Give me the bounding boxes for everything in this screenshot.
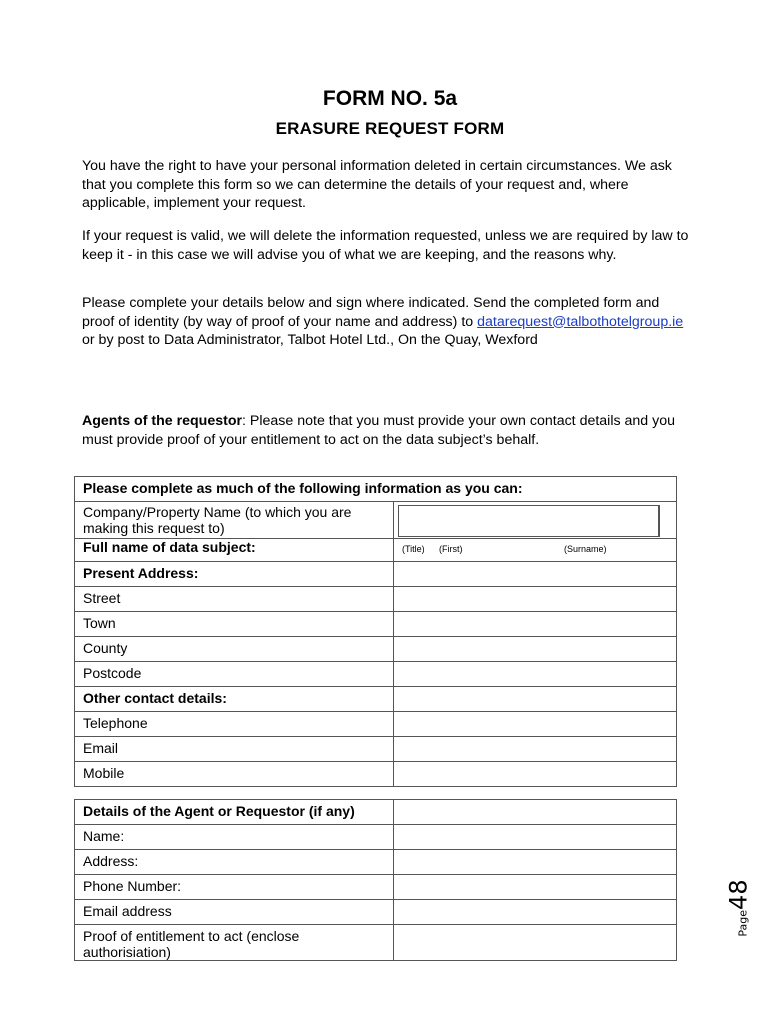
table-row [75, 587, 677, 612]
company-input-box[interactable] [398, 505, 660, 537]
table-row [75, 875, 677, 900]
present-address-label: Present Address: [75, 562, 394, 587]
info-table-header: Please complete as much of the following information as you can: [75, 477, 677, 502]
table-row [75, 900, 677, 925]
agent-proof-label: Proof of entitlement to act (enclose authorisiation) [75, 925, 394, 961]
table-row [75, 612, 677, 637]
agents-note-heading: Agents of the requestor [82, 413, 243, 429]
name-hints [394, 539, 676, 561]
street-field[interactable] [394, 587, 677, 612]
table-row [75, 762, 677, 787]
email-label: Email [75, 737, 394, 762]
agents-note-text: : Please note that you must provide your own contact details and you must provide proof of your entitlement to act on the data subject’s behalf. [82, 413, 676, 448]
agent-header-field [394, 800, 677, 825]
telephone-label: Telephone [75, 712, 394, 737]
agent-address-label: Address: [75, 850, 394, 875]
agent-phone-label: Phone Number: [75, 875, 394, 900]
postcode-field[interactable] [394, 662, 677, 687]
title-hint: (Title) [402, 544, 425, 554]
table-header-row [75, 477, 677, 502]
table-row [75, 800, 677, 825]
table-row [75, 502, 677, 539]
subject-info-table [74, 476, 677, 787]
agent-phone-field[interactable] [394, 875, 677, 900]
agent-name-field[interactable] [394, 825, 677, 850]
mobile-label: Mobile [75, 762, 394, 787]
intro-paragraph-instructions [82, 294, 690, 350]
fullname-field[interactable] [394, 539, 677, 562]
table-row [75, 539, 677, 562]
table-row [75, 737, 677, 762]
county-field[interactable] [394, 637, 677, 662]
other-contact-field[interactable] [394, 687, 677, 712]
agent-email-label: Email address [75, 900, 394, 925]
page-number-footer [724, 874, 756, 937]
instructions-post-text: or by post to Data Administrator, Talbot Hotel Ltd., On the Quay, Wexford [82, 332, 538, 348]
intro-paragraph-rights: You have the right to have your personal information deleted in certain circumstances. We ask that you complete this form so we can determine the details of your request and, where applicable, implement your request. [82, 158, 672, 211]
page-label: Page [736, 909, 750, 937]
agent-address-field[interactable] [394, 850, 677, 875]
other-contact-label: Other contact details: [75, 687, 394, 712]
agent-email-field[interactable] [394, 900, 677, 925]
instructions-text: Please complete your details below and sign where indicated. Send the completed form and proof of identity (by way of proof of your name and address) to [82, 295, 660, 330]
table-row [75, 637, 677, 662]
table-row [75, 687, 677, 712]
agent-details-table [74, 799, 677, 961]
fullname-label: Full name of data subject: [75, 539, 394, 562]
table-row [75, 712, 677, 737]
intro-paragraph-validity: If your request is valid, we will delete the information requested, unless we are required by law to keep it - in this case we will advise you of what we are keeping, and the reasons why. [82, 228, 689, 263]
form-subtitle: ERASURE REQUEST FORM [275, 119, 505, 138]
street-label: Street [75, 587, 394, 612]
table-row [75, 562, 677, 587]
table-row [75, 825, 677, 850]
telephone-field[interactable] [394, 712, 677, 737]
agent-table-header: Details of the Agent or Requestor (if any) [75, 800, 394, 825]
surname-hint: (Surname) [564, 544, 607, 554]
agent-name-label: Name: [75, 825, 394, 850]
page-number-rotated [725, 879, 753, 936]
agents-note [82, 412, 690, 449]
table-row [75, 850, 677, 875]
table-row [75, 925, 677, 961]
agent-proof-field[interactable] [394, 925, 677, 961]
company-field[interactable] [394, 502, 677, 539]
first-hint: (First) [439, 544, 463, 554]
form-title: FORM NO. 5a [322, 87, 458, 110]
town-label: Town [75, 612, 394, 637]
email-link[interactable]: datarequest@talbothotelgroup.ie [477, 313, 684, 330]
table-row [75, 662, 677, 687]
mobile-field[interactable] [394, 762, 677, 787]
email-field[interactable] [394, 737, 677, 762]
page-number: 48 [724, 879, 753, 910]
present-address-field[interactable] [394, 562, 677, 587]
postcode-label: Postcode [75, 662, 394, 687]
town-field[interactable] [394, 612, 677, 637]
county-label: County [75, 637, 394, 662]
company-label: Company/Property Name (to which you are making this request to) [75, 502, 394, 539]
